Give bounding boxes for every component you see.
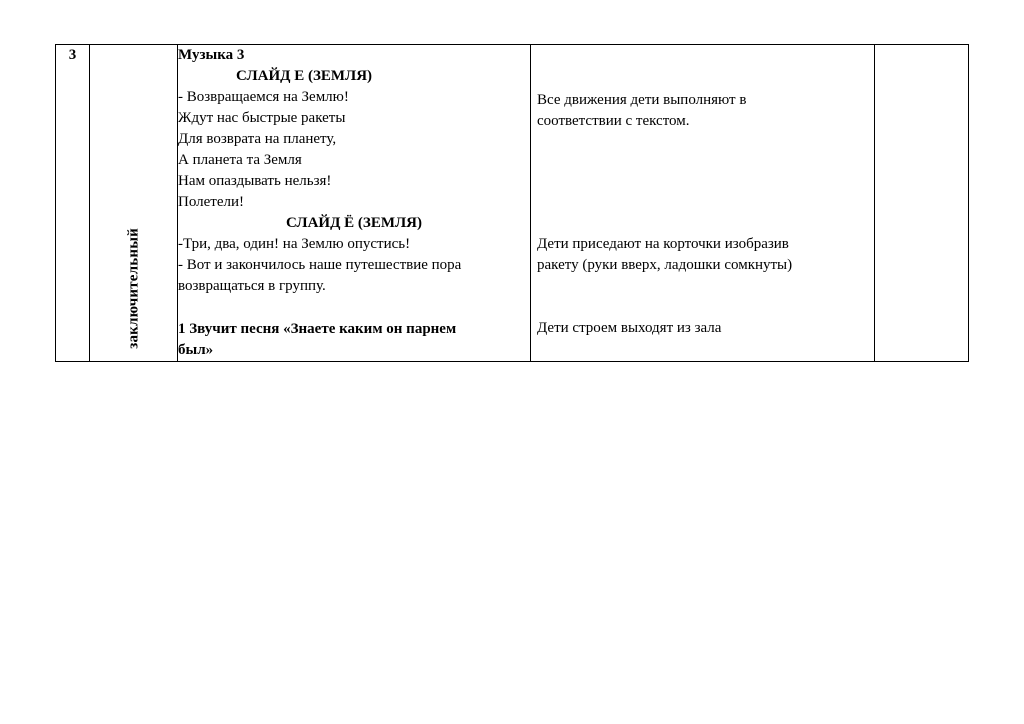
action-line: соответствии с текстом. — [537, 113, 690, 129]
slide-yo-title: СЛАЙД Ё (ЗЕМЛЯ) — [285, 215, 423, 231]
spacer — [178, 297, 530, 319]
action-line: Дети строем выходят из зала — [537, 320, 722, 336]
poem-line: - Возвращаемся на Землю! — [178, 89, 349, 105]
action-block — [537, 90, 746, 132]
content-cell — [178, 45, 531, 362]
slide-e-title: СЛАЙД Е (ЗЕМЛЯ) — [236, 68, 373, 84]
stage-cell — [90, 45, 178, 362]
poem-line: Ждут нас быстрые ракеты — [178, 110, 346, 126]
poem-line: Полетели! — [178, 194, 244, 210]
children-actions-cell — [531, 45, 875, 362]
action-block — [537, 318, 721, 339]
notes-cell — [875, 45, 969, 362]
speech-line: - Вот и закончилось наше путешествие пора — [178, 257, 462, 273]
music-label: Музыка 3 — [178, 47, 245, 63]
table-row — [56, 45, 969, 362]
action-line: Дети приседают на корточки изобразив — [537, 236, 789, 252]
row-number: 3 — [56, 45, 90, 362]
lesson-table — [55, 44, 969, 362]
action-line: ракету (руки вверх, ладошки сомкнуты) — [537, 257, 793, 273]
action-line: Все движения дети выполняют в — [537, 92, 747, 108]
poem-line: А планета та Земля — [178, 152, 302, 168]
poem-line: Для возврата на планету, — [178, 131, 337, 147]
poem-line: Нам опаздывать нельзя! — [178, 173, 332, 189]
speech-line: -Три, два, один! на Землю опустись! — [178, 236, 411, 252]
speech-line: возвращаться в группу. — [178, 278, 326, 294]
stage-label: заключительный — [125, 228, 141, 349]
action-block — [537, 234, 792, 276]
song-line: 1 Звучит песня «Знаете каким он парнем — [178, 321, 457, 337]
song-line: был» — [178, 342, 214, 358]
